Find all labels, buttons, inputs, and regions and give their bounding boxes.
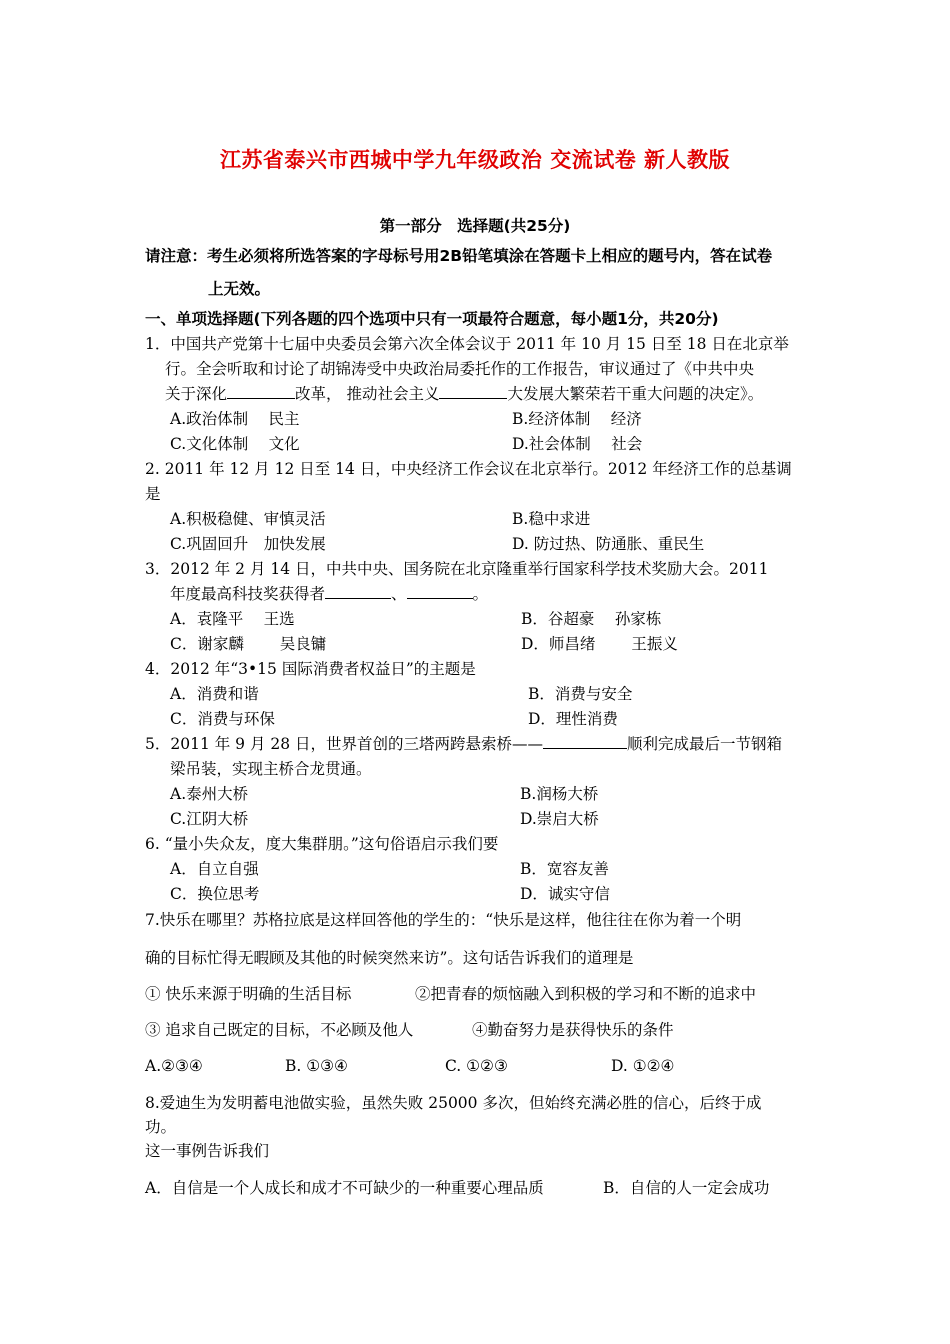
q3-text-b: 、	[391, 585, 407, 603]
q8-option-a: A．自信是一个人成长和成才不可缺少的一种重要心理品质	[145, 1179, 544, 1197]
q3-option-d: D．师昌绪 王振义	[521, 635, 678, 653]
q8-stem-line-1: 8.爱迪生为发明蓄电池做实验，虽然失败 25000 多次，但始终充满必胜的信心，后终于成	[145, 1094, 762, 1112]
q4-stem: 4．2012 年“3•15 国际消费者权益日”的主题是	[145, 660, 476, 678]
q5-blank	[543, 734, 627, 749]
q2-option-d: D. 防过热、防通胀、重民生	[512, 535, 705, 553]
q1-option-b: B.经济体制 经济	[512, 410, 642, 428]
q7-statement-4: ④勤奋努力是获得快乐的条件	[472, 1021, 674, 1039]
q7-option-a: A.②③④	[145, 1057, 203, 1075]
q3-option-a: A．袁隆平 王选	[170, 610, 295, 628]
q3-option-b: B．谷超豪 孙家栋	[521, 610, 662, 628]
q7-statement-1: ① 快乐来源于明确的生活目标	[145, 985, 352, 1003]
q1-text-c: 大发展大繁荣若干重大问题的决定》。	[507, 385, 764, 403]
q5-text-b: 顺利完成最后一节钢箱	[627, 735, 783, 753]
q1-option-d: D.社会体制 社会	[512, 435, 643, 453]
notice-line-1: 请注意：考生必须将所选答案的字母标号用2B铅笔填涂在答题卡上相应的题号内，答在试卷	[145, 247, 773, 265]
q2-stem-line-2: 是	[145, 485, 161, 503]
q4-option-a: A．消费和谐	[170, 685, 259, 703]
q3-text-c: 。	[472, 585, 489, 603]
document-title: 江苏省泰兴市西城中学九年级政治 交流试卷 新人教版	[219, 148, 731, 172]
q5-option-d: D.崇启大桥	[520, 810, 599, 828]
q7-option-d: D. ①②④	[611, 1057, 675, 1075]
q6-stem: 6. “量小失众友，度大集群朋。”这句俗语启示我们要	[145, 835, 499, 853]
q5-text-a: 5．2011 年 9 月 28 日，世界首创的三塔两跨悬索桥——	[145, 735, 544, 753]
q8-option-b: B．自信的人一定会成功	[603, 1179, 770, 1197]
q2-option-c: C.巩固回升 加快发展	[170, 535, 326, 553]
q1-option-c: C.文化体制 文化	[170, 435, 300, 453]
q1-text-b: 改革， 推动社会主义	[295, 385, 440, 403]
q7-option-b: B. ①③④	[285, 1057, 348, 1075]
q2-stem-line-1: 2. 2011 年 12 月 12 日至 14 日，中央经济工作会议在北京举行。2012 年经济工作的总基调	[145, 460, 792, 478]
q3-blank-1	[325, 584, 391, 599]
q8-stem-line-3: 这一事例告诉我们	[145, 1142, 270, 1160]
q6-option-d: D．诚实守信	[520, 885, 610, 903]
q6-option-c: C．换位思考	[170, 885, 260, 903]
section-1-heading: 一、单项选择题(下列各题的四个选项中只有一项最符合题意，每小题1分，共20分)	[145, 310, 719, 328]
q3-blank-2	[407, 584, 473, 599]
q7-stem-line-2: 确的目标忙得无暇顾及其他的时候突然来访”。这句话告诉我们的道理是	[145, 949, 634, 967]
q6-option-b: B．宽容友善	[520, 860, 609, 878]
q1-blank-1	[227, 384, 295, 399]
q4-option-c: C．消费与环保	[170, 710, 275, 728]
q2-option-a: A.积极稳健、审慎灵活	[170, 510, 326, 528]
q8-stem-line-2: 功。	[145, 1118, 177, 1136]
q4-option-b: B．消费与安全	[528, 685, 633, 703]
q6-option-a: A．自立自强	[170, 860, 259, 878]
q3-stem-line-2	[170, 584, 488, 604]
q2-option-b: B.稳中求进	[512, 510, 591, 528]
q5-stem-line-2: 梁吊装，实现主桥合龙贯通。	[170, 760, 372, 778]
q1-text-a: 关于深化	[165, 385, 228, 403]
q1-stem-line-2: 行。全会听取和讨论了胡锦涛受中央政治局委托作的工作报告，审议通过了《中共中央	[165, 360, 755, 378]
q3-text-a: 年度最高科技奖获得者	[170, 585, 326, 603]
q5-option-c: C.江阴大桥	[170, 810, 249, 828]
q7-option-c: C. ①②③	[445, 1057, 508, 1075]
q7-stem-line-1: 7.快乐在哪里？苏格拉底是这样回答他的学生的：“快乐是这样，他往往在你为着一个明	[145, 911, 742, 929]
q1-blank-2	[439, 384, 507, 399]
q1-option-a: A.政治体制 民主	[170, 410, 300, 428]
q1-stem-line-3	[165, 384, 763, 404]
q4-option-d: D．理性消费	[528, 710, 618, 728]
notice-line-2: 上无效。	[208, 280, 271, 298]
q3-option-c: C．谢家麟 吴良镛	[170, 635, 327, 653]
q5-option-b: B.润杨大桥	[520, 785, 599, 803]
part-heading: 第一部分 选择题(共25分)	[379, 217, 571, 235]
q7-statement-3: ③ 追求自己既定的目标，不必顾及他人	[145, 1021, 414, 1039]
q1-stem-line-1: 1．中国共产党第十七届中央委员会第六次全体会议于 2011 年 10 月 15 日至 18 日在北京举	[145, 335, 789, 353]
q5-option-a: A.泰州大桥	[170, 785, 249, 803]
q3-stem-line-1: 3．2012 年 2 月 14 日，中共中央、国务院在北京隆重举行国家科学技术奖励大会。2011	[145, 560, 769, 578]
q5-stem-line-1	[145, 734, 782, 754]
q7-statement-2: ②把青春的烦恼融入到积极的学习和不断的追求中	[415, 985, 757, 1003]
